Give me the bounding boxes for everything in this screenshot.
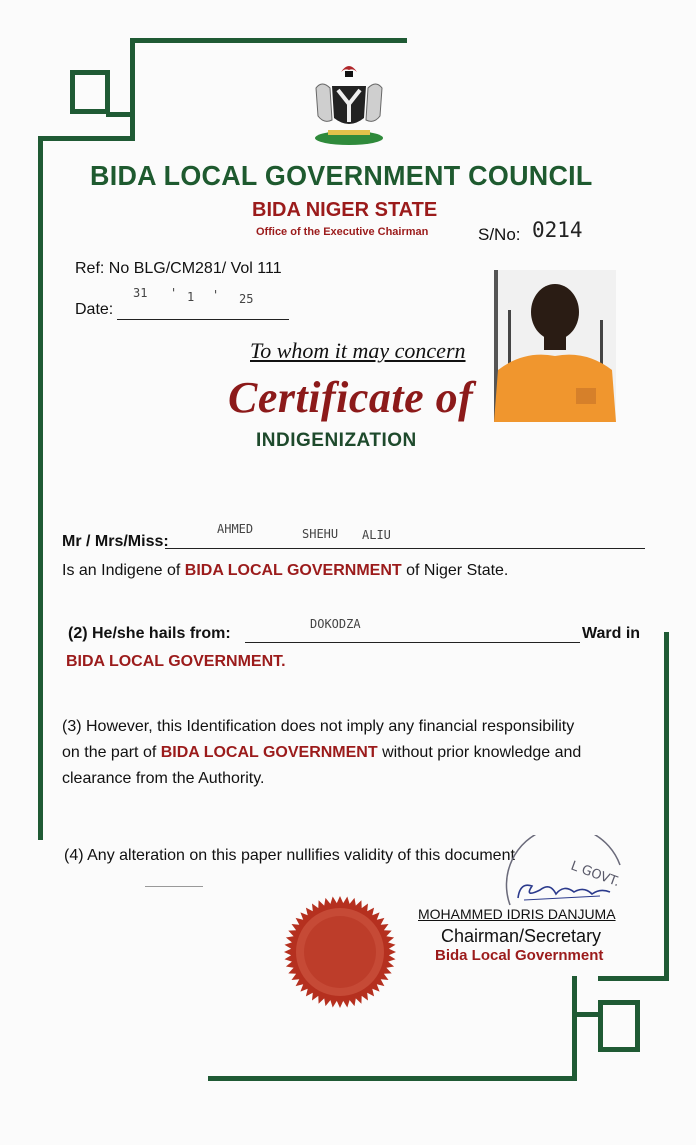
passport-photo (494, 270, 616, 422)
indigene-statement (62, 562, 508, 580)
hails-value: DOKODZA (310, 617, 361, 631)
serial-number: 0214 (532, 218, 583, 242)
council-name: BIDA LOCAL GOVERNMENT COUNCIL (90, 160, 593, 191)
serial-label: S/No: (478, 225, 521, 244)
clause-3 (62, 714, 581, 792)
indigene-pre: Is an Indigene of (62, 562, 185, 579)
smudge-line (145, 886, 203, 887)
border-right (664, 632, 669, 980)
date-label: Date: (75, 301, 114, 318)
date-year: 25 (239, 292, 254, 306)
clause-3-line-3: clearance from the Authority. (62, 770, 265, 787)
border-top-vertical (130, 38, 135, 140)
seal-icon (283, 895, 397, 1009)
indigenization-title: INDIGENIZATION (256, 430, 417, 451)
stamp-text: L GOVT. (568, 858, 622, 891)
date-separator-1: ' (170, 286, 178, 300)
hails-lg: BIDA LOCAL GOVERNMENT. (66, 653, 286, 670)
hails-line (245, 642, 580, 643)
certificate-title: Certificate of (228, 373, 474, 422)
office-name: Office of the Executive Chairman (256, 226, 429, 238)
reference-number: Ref: No BLG/CM281/ Vol 111 (75, 260, 282, 277)
clause-3-lg: BIDA LOCAL GOVERNMENT (160, 744, 378, 761)
coat-of-arms-icon (308, 58, 390, 148)
clause-4: (4) Any alteration on this paper nullifies validity of this document (64, 847, 515, 864)
signatory-role: Chairman/Secretary (441, 926, 602, 946)
clause-3-post: without prior knowledge and (377, 744, 582, 761)
border-square-bottom (598, 1000, 640, 1052)
to-whom-heading: To whom it may concern (250, 338, 466, 363)
border-top-join (38, 136, 135, 141)
signatory-org: Bida Local Government (435, 947, 604, 964)
name-first: AHMED (217, 522, 254, 536)
border-square-top (70, 70, 110, 114)
name-last: ALIU (362, 528, 391, 542)
name-line (165, 548, 645, 549)
signatory-name: MOHAMMED IDRIS DANJUMA (418, 906, 616, 922)
hails-label: (2) He/she hails from: (68, 625, 231, 642)
clause-3-pre: on the part of (62, 744, 161, 761)
border-bottom (208, 1076, 577, 1081)
indigene-lg: BIDA LOCAL GOVERNMENT (184, 562, 402, 579)
name-middle: SHEHU (302, 527, 339, 541)
border-top (130, 38, 407, 43)
date-day: 31 (133, 286, 148, 300)
clause-3-line-2 (62, 740, 581, 766)
border-square-bottom-link (575, 1012, 602, 1017)
signature-icon (500, 876, 620, 906)
border-square-top-link (106, 112, 135, 117)
indigene-post: of Niger State. (401, 562, 509, 579)
state-name: BIDA NIGER STATE (252, 199, 438, 221)
date-separator-2: ' (212, 288, 220, 302)
name-label: Mr / Mrs/Miss: (62, 533, 169, 550)
date-line (117, 319, 289, 320)
border-left (38, 136, 43, 840)
clause-3-line-1: (3) However, this Identification does not imply any financial responsibility (62, 718, 575, 735)
portrait-image (494, 270, 616, 422)
border-bottom-join (598, 976, 669, 981)
border-bottom-vertical (572, 976, 577, 1080)
date-month: 1 (187, 290, 195, 304)
ward-label: Ward in (582, 625, 641, 642)
